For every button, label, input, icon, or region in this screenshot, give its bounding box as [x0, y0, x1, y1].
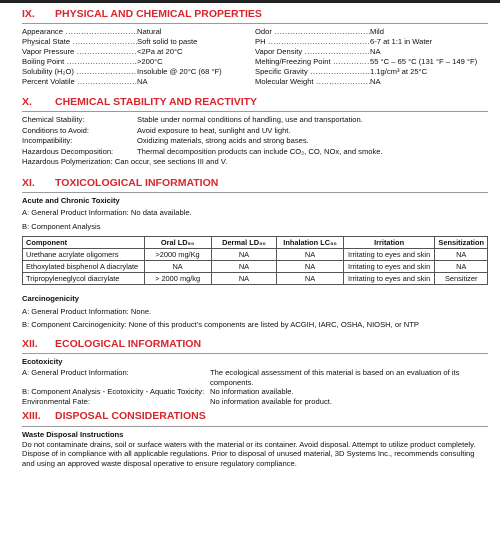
section-title: DISPOSAL CONSIDERATIONS — [55, 410, 206, 423]
column-header: Irritation — [343, 237, 435, 249]
ecological-row — [22, 387, 488, 396]
property-value: Mild — [370, 27, 384, 37]
property-value: 1.1g/cm³ at 25°C — [370, 67, 428, 77]
section-9-heading — [22, 8, 488, 21]
section-number: XII. — [22, 337, 38, 350]
table-cell: NA — [277, 261, 344, 273]
property-label: Boiling Point ..... — [22, 57, 137, 66]
property-value: 6-7 at 1:1 in Water — [370, 37, 433, 47]
property-label: Solubility (H₂O) ..... — [22, 67, 137, 76]
waste-disposal-text: Do not contaminate drains, soil or surface waters with the material or its container. Avoid disposal. Attempt to utilize product completely. Dispose of in compliance with all applicable regulations. Prior to disposal of unused material, 3D Systems Inc., recommends consulting and using an approved waste disposal operative to ensure regulatory compliance. — [22, 440, 476, 468]
table-cell: NA — [277, 249, 344, 261]
property-row — [255, 57, 488, 67]
property-row — [22, 47, 255, 57]
ecological-label: B: Component Analysis - Ecotoxicity - Aquatic Toxicity: — [22, 387, 205, 397]
table-cell: NA — [211, 273, 277, 285]
carcinogenicity-general-info: A: General Product Information: None. — [22, 306, 152, 316]
table-row — [23, 249, 488, 261]
property-value: Soft solid to paste — [137, 37, 198, 47]
component-carcinogenicity: B: Component Carcinogenicity: None of this product's components are listed by ACGIH, IARC, OSHA, NIOSH, or NTP — [22, 320, 419, 330]
section-divider — [22, 192, 488, 193]
table-row — [23, 273, 488, 285]
section-title: CHEMICAL STABILITY AND REACTIVITY — [55, 96, 258, 109]
section-title: TOXICOLOGICAL INFORMATION — [55, 176, 219, 189]
property-value: <2Pa at 20°C — [137, 47, 183, 57]
section-12-heading — [22, 338, 488, 351]
property-label: Melting/Freezing Point ..... — [255, 57, 370, 66]
table-cell: NA — [211, 249, 277, 261]
section-divider — [22, 23, 488, 24]
ecological-value: The ecological assessment of this material is based on an evaluation of its components. — [210, 368, 460, 387]
physical-properties — [22, 27, 488, 87]
column-header: Component — [23, 237, 145, 249]
property-row — [22, 27, 255, 37]
property-value: NA — [370, 47, 381, 57]
acute-general-info: A: General Product Information: No data available. — [22, 208, 192, 218]
stability-label: Hazardous Decomposition: — [22, 146, 114, 156]
stability-value: Thermal decomposition products can include CO₂, CO, NOx, and smoke. — [137, 146, 383, 156]
property-row — [22, 37, 255, 47]
ecological-row — [22, 368, 488, 387]
section-10-heading — [22, 96, 488, 109]
stability-value: Stable under normal conditions of handling, use and transportation. — [137, 115, 363, 125]
table-cell: Irritating to eyes and skin — [343, 261, 435, 273]
top-border — [0, 0, 500, 3]
column-header: Inhalation LC₅₀ — [277, 237, 344, 249]
ecological-value: No information available for product. — [210, 396, 332, 406]
stability-value: Avoid exposure to heat, sunlight and UV light. — [137, 125, 291, 135]
section-divider — [22, 426, 488, 427]
ecological-label: Environmental Fate: — [22, 396, 90, 406]
table-cell: NA — [211, 261, 277, 273]
column-header: Sensitization — [435, 237, 488, 249]
property-row — [22, 67, 255, 77]
section-number: IX. — [22, 8, 35, 20]
property-label: Molecular Weight ..... — [255, 77, 370, 86]
stability-row — [22, 136, 488, 147]
carcinogenicity-heading: Carcinogenicity — [22, 294, 79, 304]
ecological-row — [22, 397, 488, 406]
stability-row — [22, 115, 488, 126]
section-divider — [22, 353, 488, 354]
property-value: 55 °C – 65 °C (131 °F – 149 °F) — [370, 57, 478, 67]
section-title: ECOLOGICAL INFORMATION — [55, 337, 202, 350]
property-label: Specific Gravity ..... — [255, 67, 370, 76]
table-row — [23, 261, 488, 273]
table-cell: NA — [435, 249, 488, 261]
ecological-label: A: General Product Information: — [22, 368, 129, 378]
hazardous-polymerization: Hazardous Polymerization: Can occur, see sections III and V. — [22, 157, 228, 167]
section-title: PHYSICAL AND CHEMICAL PROPERTIES — [55, 8, 262, 20]
property-row — [255, 47, 488, 57]
section-number: XIII. — [22, 410, 41, 423]
column-header: Dermal LD₅₀ — [211, 237, 277, 249]
table-cell: >2000 mg/Kg — [144, 249, 211, 261]
property-label: Odor ..... — [255, 27, 370, 36]
stability-value: Oxidizing materials, strong acids and strong bases. — [137, 136, 309, 146]
property-label: Percent Volatile ..... — [22, 77, 137, 86]
property-label: Vapor Pressure ..... — [22, 47, 137, 56]
property-row — [22, 77, 255, 87]
stability-label: Conditions to Avoid: — [22, 125, 89, 135]
property-label: Physical State ..... — [22, 37, 137, 46]
property-value: Natural — [137, 27, 162, 37]
stability-label: Incompatibility: — [22, 136, 73, 146]
table-cell: NA — [435, 261, 488, 273]
table-cell: Irritating to eyes and skin — [343, 249, 435, 261]
table-cell: Tripropyleneglycol diacrylate — [23, 273, 145, 285]
property-label: PH ..... — [255, 37, 370, 46]
property-row — [255, 77, 488, 87]
table-cell: NA — [144, 261, 211, 273]
properties-right-column — [255, 27, 488, 87]
property-value: Insoluble @ 20°C (68 °F) — [137, 67, 222, 77]
section-divider — [22, 111, 488, 112]
property-value: >200°C — [137, 57, 163, 67]
property-row — [255, 37, 488, 47]
property-row — [255, 27, 488, 37]
stability-label: Chemical Stability: — [22, 115, 85, 125]
property-value: NA — [370, 77, 381, 87]
property-row — [255, 67, 488, 77]
section-13-heading — [22, 410, 488, 423]
sds-page — [22, 8, 488, 468]
property-label: Vapor Density ..... — [255, 47, 370, 56]
table-cell: Irritating to eyes and skin — [343, 273, 435, 285]
properties-left-column — [22, 27, 255, 87]
toxicity-table — [22, 236, 488, 285]
property-value: NA — [137, 77, 148, 87]
table-cell: Ethoxylated bisphenol A diacrylate — [23, 261, 145, 273]
property-label: Appearance ..... — [22, 27, 137, 36]
stability-list — [22, 115, 488, 157]
table-cell: Sensitizer — [435, 273, 488, 285]
table-cell: Urethane acrylate oligomers — [23, 249, 145, 261]
waste-disposal-heading: Waste Disposal Instructions — [22, 429, 124, 439]
ecological-list — [22, 368, 488, 406]
property-row — [22, 57, 255, 67]
section-number: X. — [22, 96, 32, 109]
column-header: Oral LD₅₀ — [144, 237, 211, 249]
section-11-heading — [22, 177, 488, 190]
table-cell: NA — [277, 273, 344, 285]
acute-toxicity-heading: Acute and Chronic Toxicity — [22, 195, 120, 205]
table-cell: > 2000 mg/kg — [144, 273, 211, 285]
ecotoxicity-heading: Ecotoxicity — [22, 356, 63, 366]
stability-row — [22, 126, 488, 137]
section-number: XI. — [22, 176, 35, 189]
acute-component-analysis: B: Component Analysis — [22, 221, 101, 231]
table-header-row — [23, 237, 488, 249]
toxicity-table-body — [23, 249, 488, 285]
ecological-value: No information available. — [210, 387, 294, 397]
stability-row — [22, 147, 488, 158]
